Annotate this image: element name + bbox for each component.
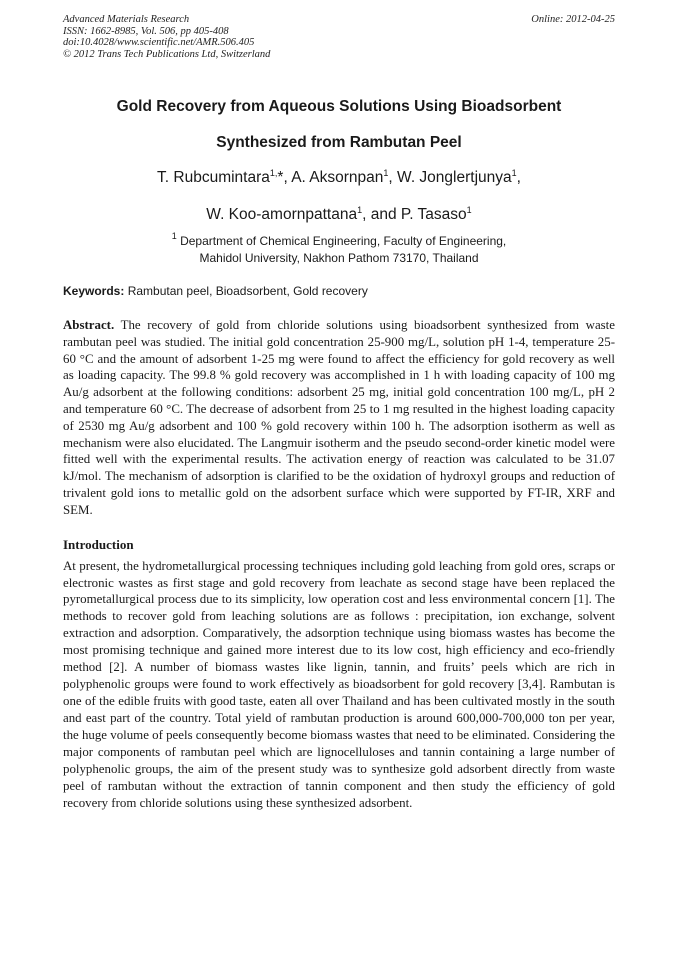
section-heading-introduction: Introduction (63, 536, 134, 552)
paper-title-line-2: Synthesized from Rambutan Peel (216, 134, 462, 151)
journal-doi: doi:10.4028/www.scientific.net/AMR.506.405 (63, 37, 255, 48)
author-separator: , (388, 169, 398, 186)
keywords (63, 284, 615, 299)
affiliation-line-2: Mahidol University, Nakhon Pathom 73170, Thailand (199, 251, 479, 265)
author-affiliation-mark: 1, (269, 168, 278, 178)
corresponding-author-mark: *, (277, 169, 292, 186)
affiliation-mark: 1 (171, 231, 177, 241)
abstract-label: Abstract. (63, 318, 115, 332)
affiliation (63, 233, 615, 267)
paper-title-line-1: Gold Recovery from Aqueous Solutions Using Bioadsorbent (116, 98, 562, 115)
introduction-paragraph: At present, the hydrometallurgical processing techniques including gold leaching from gold ores, scraps or electronic wastes as first stage and gold recovery from leachate as second stage have been replaced the pyrometallurgical process due to its simplicity, low operation cost and less environmental concern [1]. The methods to recover gold from leaching solutions are as follows : precipitation, ion exchange, solvent extraction and adsorption. Comparatively, the adsorption technique using biomass wastes has become the most promising technique and gained more interest due to its low cost, high efficiency and eco-friendly method [2]. A number of biomass wastes like lignin, tannin, and fruits’ peels which are rich in polyphenolic groups were found to work effectively as bioadsorbent for gold recovery [3,4]. Rambutan is one of the edible fruits with good taste, eaten all over Thailand and has been cultivated mostly in the south and east part of the country. Total yield of rambutan production is around 600,000-700,000 ton per year, the huge volume of peels consequently become biomass wastes that need to be eliminated. Considering the major components of rambutan peel which are lignocelluloses and tannin containing a large number of polyphenolic groups, the aim of the present study was to synthesize gold adsorbent directly from waste peel of rambutan without the extraction of tannin component and then study the efficiency of gold recovery from chloride solutions using these synthesized adsorbent. (63, 558, 616, 810)
author-name: A. Aksornpan (291, 169, 384, 186)
journal-copyright: © 2012 Trans Tech Publications Ltd, Switzerland (63, 48, 271, 60)
abstract (63, 317, 615, 519)
author-name: W. Koo-amornpattana (206, 206, 358, 223)
journal-issn: ISSN: 1662-8985, Vol. 506, pp 405-408 (63, 25, 229, 37)
author-affiliation-mark: 1 (357, 205, 363, 215)
journal-header (63, 14, 615, 60)
author-affiliation-mark: 1 (383, 168, 389, 178)
journal-name: Advanced Materials Research (63, 14, 190, 25)
abstract-text: The recovery of gold from chloride solutions using bioadsorbent synthesized from waste rambutan peel was studied. The initial gold concentration 25-900 mg/L, solution pH 1-4, temperature 25-60 °C and the amount of adsorbent 1-25 mg were found to affect the efficiency for gold recovery as well as loading capacity. The 99.8 % gold recovery was accomplished in 1 h with loading capacity of 100 mg Au/g adsorbent at the following conditions: adsorbent 25 mg, initial gold concentration 100 mg/L, pH 2 and temperature 60 °C. The decrease of adsorbent from 25 to 1 mg resulted in the highest loading capacity of 2530 mg Au/g adsorbent and 100 % gold recovery within 100 h. The adsorption isotherm as well as mechanism were also elucidated. The Langmuir isotherm and the pseudo second-order kinetic model were fitted well with the experimental results. The activation energy of reaction was calculated to be 31.07 kJ/mol. The mechanism of adsorption is clarified to be the oxidation of hydroxyl groups and reduction of trivalent gold ions to metallic gold on the adsorbent surface which were supported by FT-IR, XRF and SEM. (63, 318, 615, 517)
author-separator: , (516, 169, 521, 186)
author-separator: , and (362, 206, 401, 223)
author-name: W. Jonglertjunya (397, 169, 512, 186)
author-affiliation-mark: 1 (466, 205, 472, 215)
affiliation-line-1: Department of Chemical Engineering, Faculty of Engineering, (176, 234, 507, 248)
author-name: T. Rubcumintara (157, 169, 270, 186)
online-date: Online: 2012-04-25 (531, 14, 615, 25)
keywords-text: Rambutan peel, Bioadsorbent, Gold recovery (124, 284, 368, 298)
authors-line-1 (63, 168, 615, 188)
authors-line-2 (63, 205, 615, 225)
keywords-label: Keywords: (63, 284, 125, 298)
author-name: P. Tasaso (400, 206, 467, 223)
author-affiliation-mark: 1 (511, 168, 517, 178)
paper-page (63, 14, 615, 812)
